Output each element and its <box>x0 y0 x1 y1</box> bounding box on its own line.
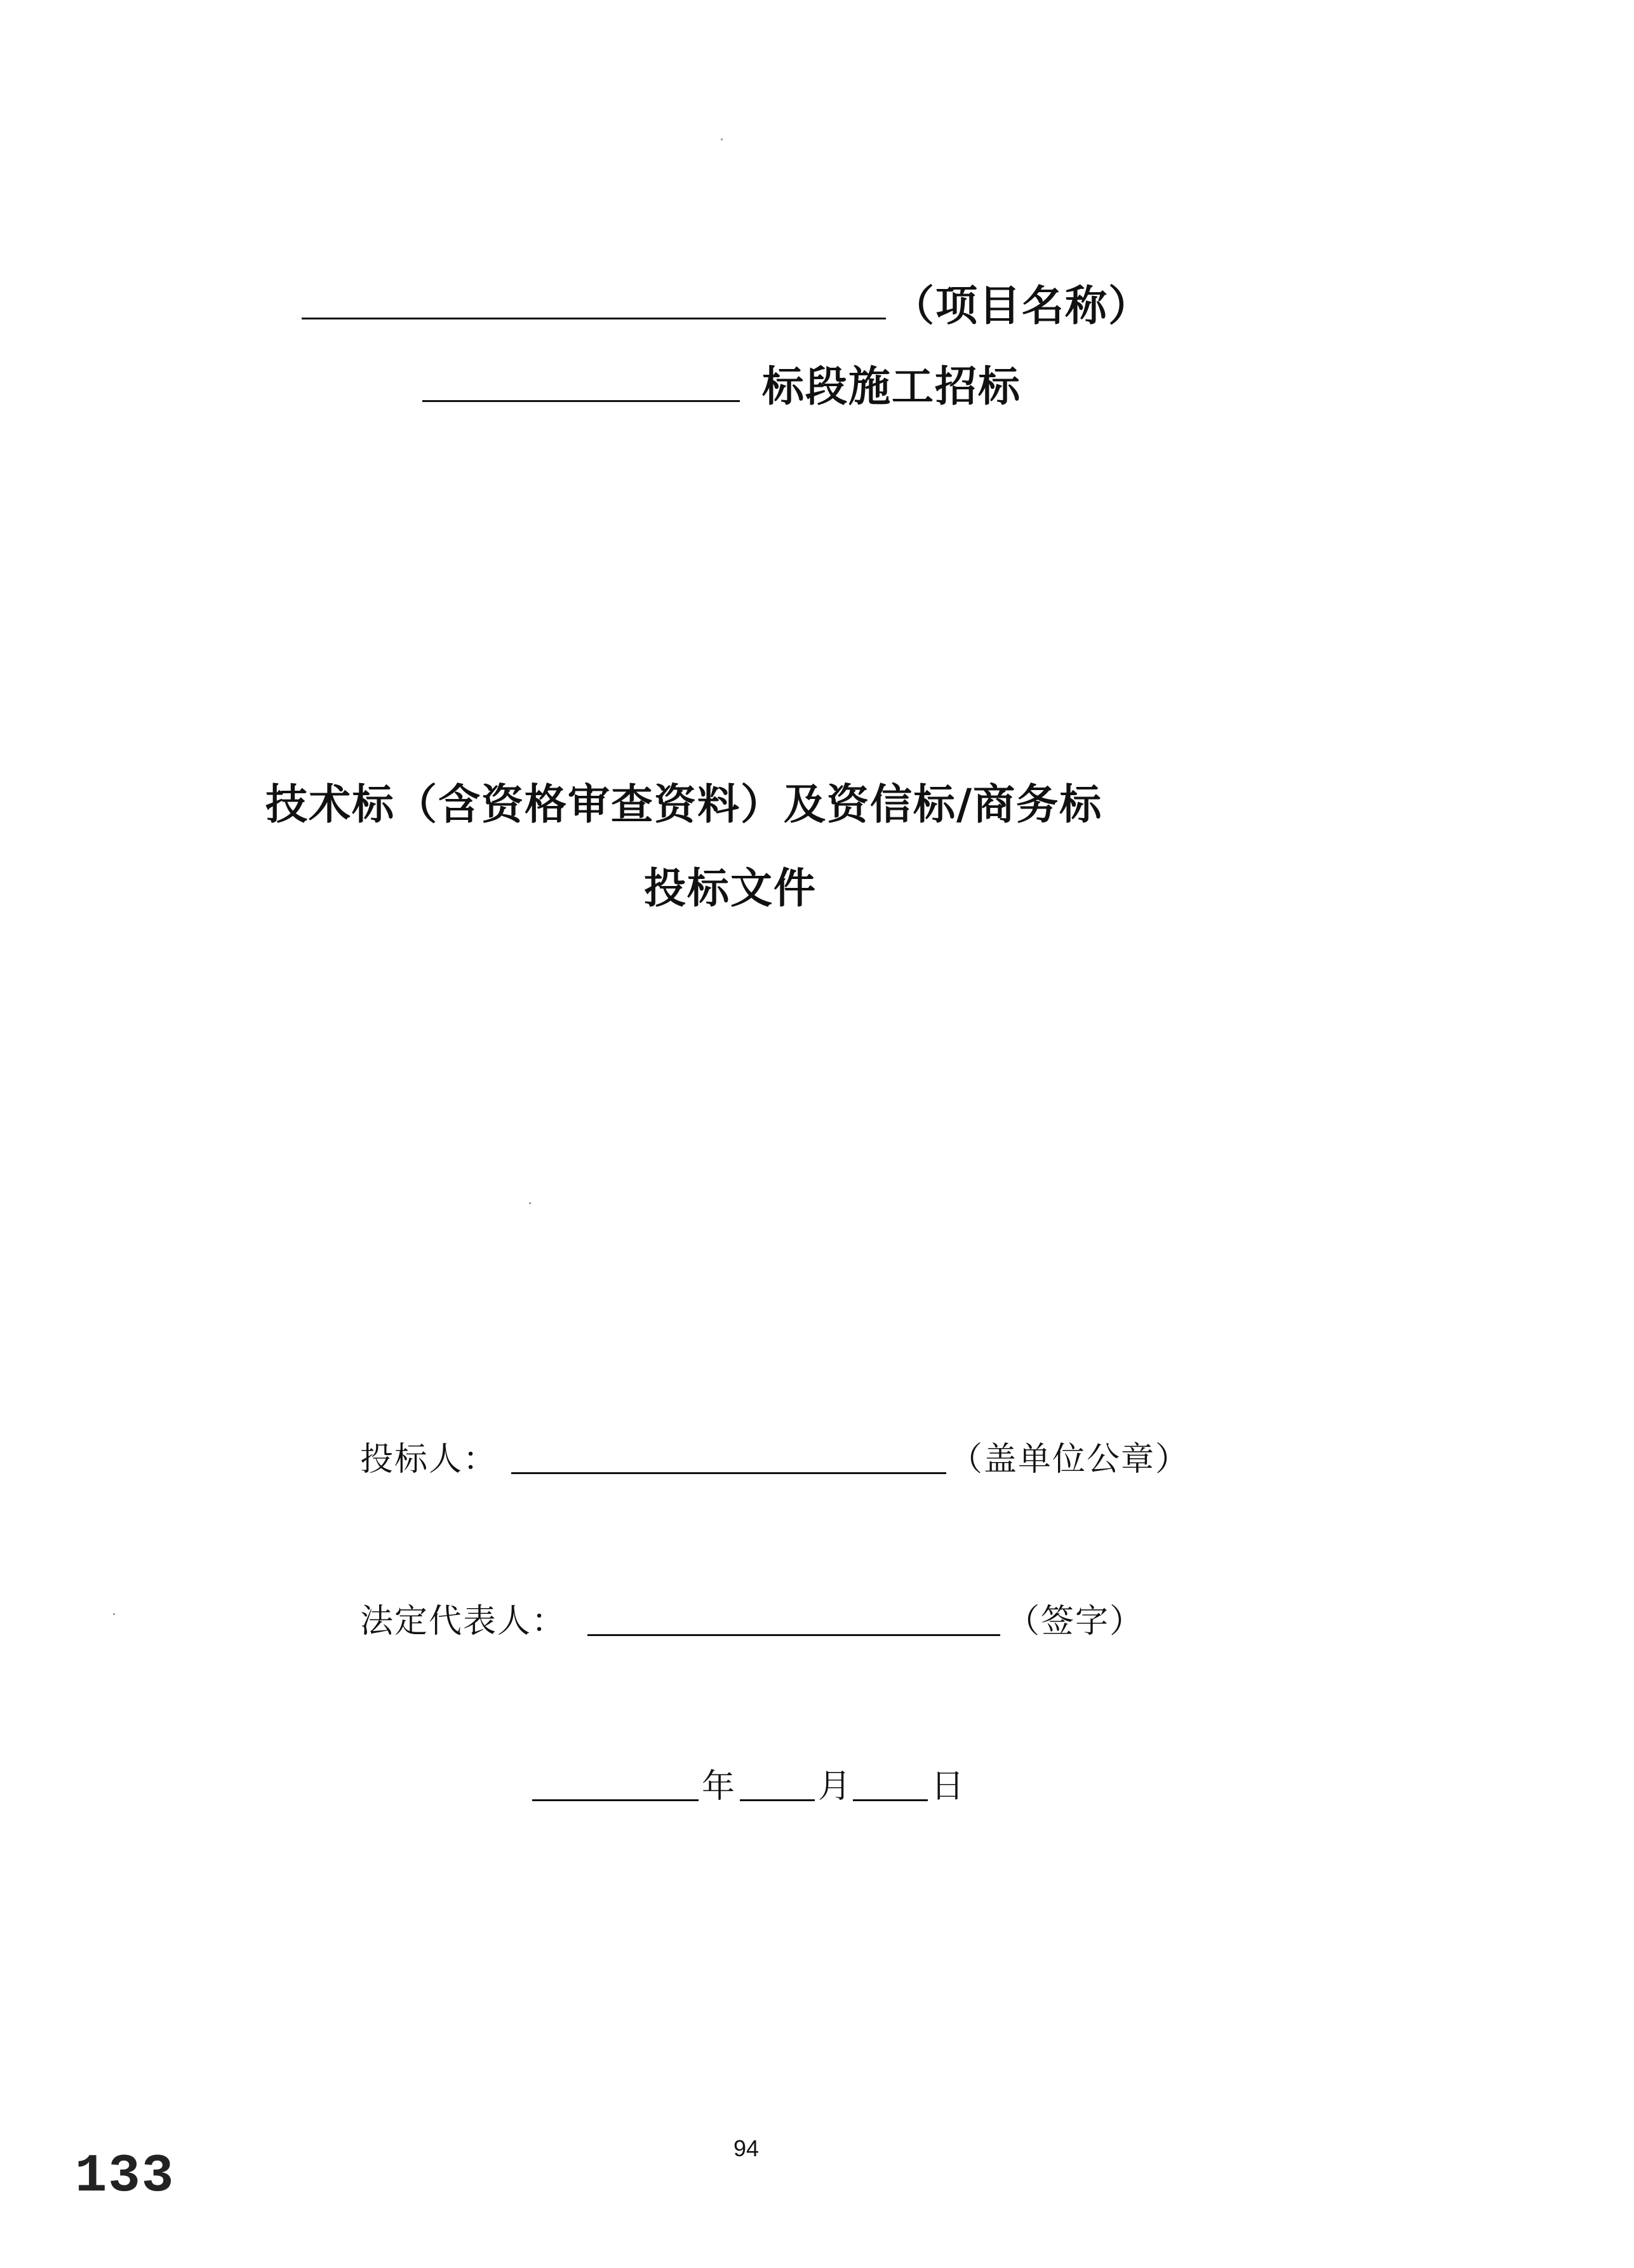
month-blank[interactable] <box>740 1762 815 1801</box>
bidder-blank[interactable] <box>511 1435 946 1474</box>
day-label: 日 <box>931 1768 966 1806</box>
bidder-label: 投标人： <box>360 1440 498 1479</box>
document-title: 技术标（含资格审查资料）及资信标/商务标 <box>265 780 1103 829</box>
day-blank[interactable] <box>853 1762 928 1801</box>
project-name-blank[interactable] <box>302 279 886 319</box>
stamped-number: 133 <box>75 2147 175 2207</box>
legal-rep-label: 法定代表人： <box>360 1602 566 1641</box>
page-number: 94 <box>733 2135 760 2161</box>
scan-speck <box>721 138 723 140</box>
scan-speck <box>113 1613 115 1615</box>
year-blank[interactable] <box>532 1762 699 1801</box>
bidder-note: （盖单位公章） <box>949 1440 1190 1479</box>
section-blank[interactable] <box>422 362 740 402</box>
document-subtitle: 投标文件 <box>644 864 817 913</box>
project-name-label: （项目名称） <box>892 281 1151 330</box>
scan-speck <box>529 1202 531 1204</box>
year-label: 年 <box>702 1768 737 1806</box>
legal-rep-blank[interactable] <box>587 1597 1000 1636</box>
month-label: 月 <box>818 1768 853 1806</box>
section-label: 标段施工招标 <box>762 362 1021 411</box>
legal-rep-note: （签字） <box>1007 1602 1144 1641</box>
